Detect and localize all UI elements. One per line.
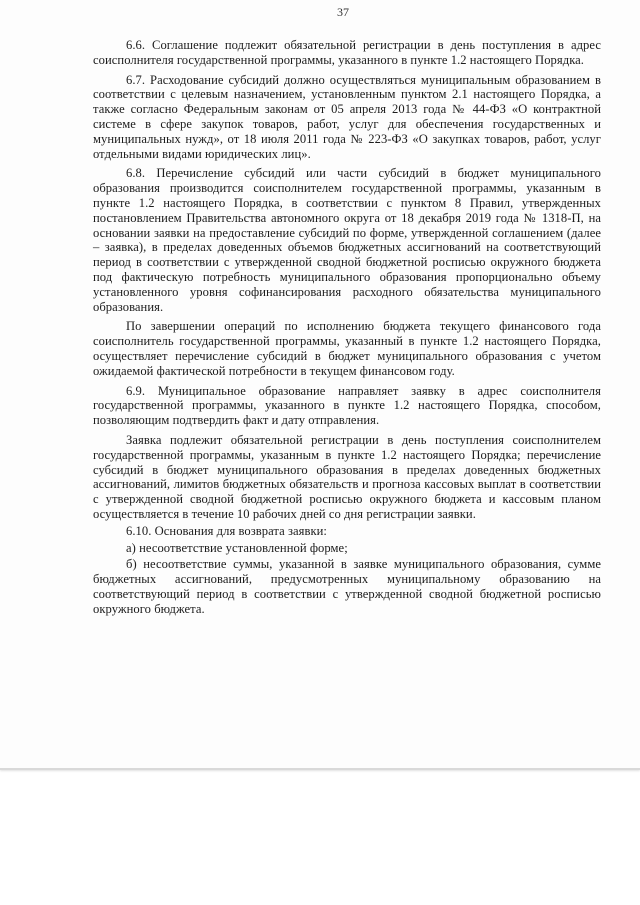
paragraph-6-9: 6.9. Муниципальное образование направляет заявку в адрес соисполнителя государственной программы, указанного в пункте 1.2 настоящего Порядка, способом, позволяющим подтвердить факт и дату отправления. bbox=[93, 383, 601, 428]
paragraph-6-10: 6.10. Основания для возврата заявки: bbox=[126, 523, 327, 538]
paragraph-6-7: 6.7. Расходование субсидий должно осуществляться муниципальным образованием в соответствии с целевым назначением, установленным пунктом 2.1 настоящего Порядка, а также согласно Федеральным законам от 05 апреля 2013 года № 44-ФЗ «О контрактной системе в сфере закупок товаров, работ, услуг для обеспечения государственных и муниципальных нужд», от 18 июля 2011 года № 223-ФЗ «О закупках товаров, работ, услуг отдельными видами юридических лиц». bbox=[93, 72, 601, 161]
paragraph-6-6: 6.6. Соглашение подлежит обязательной регистрации в день поступления в адрес соисполнителя государственной программы, указанного в пункте 1.2 настоящего Порядка. bbox=[93, 38, 601, 67]
page-number: 37 bbox=[337, 5, 349, 19]
paragraph-application-registration: Заявка подлежит обязательной регистрации в день поступления соисполнителем государственной программы, указанным в пункте 1.2 настоящего Порядка; перечисление субсидий в бюджет муниципального образования в пределах доведенных бюджетных ассигнований, лимитов бюджетных обязательств и прогноза кассовых выплат в соответствии с утвержденной сводной бюджетной росписью окружного бюджета и кассовым планом осуществляется в течение 10 рабочих дней со дня регистрации заявки. bbox=[93, 432, 601, 521]
document-body bbox=[93, 38, 601, 616]
paragraph-budget-completion: По завершении операций по исполнению бюджета текущего финансового года соисполнитель государственной программы, указанный в пункте 1.2 настоящего Порядка, осуществляет перечисление субсидий в бюджет муниципального образования с учетом ожидаемой фактической потребности в текущем финансовом году. bbox=[93, 319, 601, 378]
list-item-b: б) несоответствие суммы, указанной в заявке муниципального образования, сумме бюджетных ассигнований, предусмотренных муниципальному образованию на соответствующий период в соответствии с утвержденной сводной бюджетной росписью окружного бюджета. bbox=[93, 557, 601, 616]
paragraph-6-8: 6.8. Перечисление субсидий или части субсидий в бюджет муниципального образования производится соисполнителем государственной программы, указанным в пункте 1.2 настоящего Порядка, в соответствии с пунктом 8 Правил, утвержденных постановлением Правительства автономного округа от 18 декабря 2019 года № 1318-П, на основании заявки на предоставление субсидий по форме, утвержденной соглашением (далее – заявка), в пределах доведенных объемов бюджетных ассигнований на соответствующий период в соответствии с утвержденной сводной бюджетной росписью окружного бюджета под фактическую потребность муниципального образования пропорционально объему установленного уровня софинансирования расходного обязательства муниципального образования. bbox=[93, 166, 601, 314]
list-item-a: а) несоответствие установленной форме; bbox=[126, 540, 348, 555]
